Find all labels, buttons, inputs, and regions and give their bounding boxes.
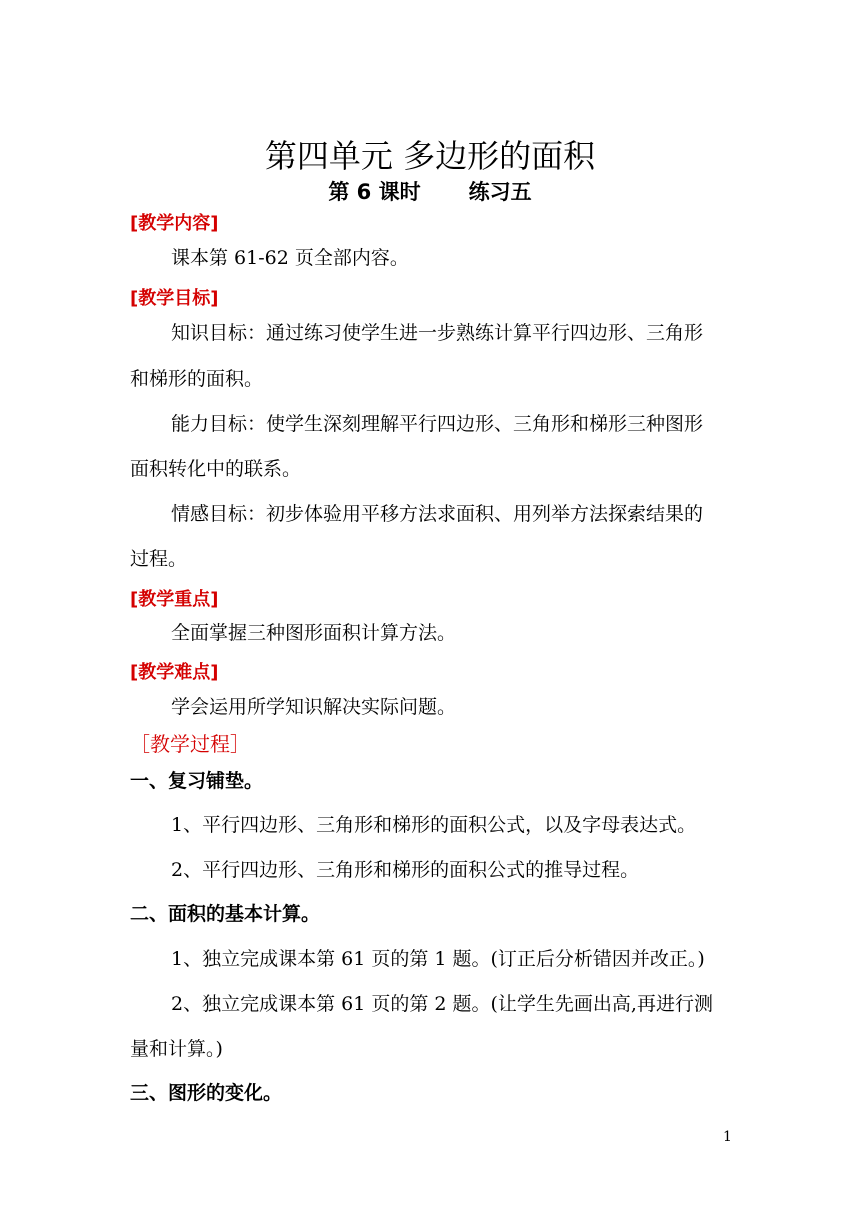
part1-item1: 1、平行四边形、三角形和梯形的面积公式，以及字母表达式。 (171, 814, 697, 836)
content-text: 课本第 61-62 页全部内容。 (171, 247, 409, 269)
key-heading: [教学重点] (130, 589, 219, 610)
objective-knowledge-line2: 和梯形的面积。 (130, 368, 264, 390)
objective-emotion-line2: 过程。 (130, 548, 188, 570)
content-heading: [教学内容] (130, 213, 219, 234)
part1-heading: 一、复习铺垫。 (130, 770, 264, 792)
document-title: 第四单元 多边形的面积 (264, 137, 596, 175)
page-number: 1 (723, 1129, 732, 1145)
lesson-number: 第 6 课时 (328, 180, 421, 204)
objective-ability-line1: 能力目标：使学生深刻理解平行四边形、三角形和梯形三种图形 (171, 413, 704, 435)
objectives-heading: [教学目标] (130, 288, 219, 309)
part2-item2-line1: 2、独立完成课本第 61 页的第 2 题。(让学生先画出高,再进行测 (171, 993, 713, 1015)
objective-emotion-line1: 情感目标：初步体验用平移方法求面积、用列举方法探索结果的 (171, 503, 704, 525)
part3-heading: 三、图形的变化。 (130, 1082, 283, 1104)
objective-knowledge-line1: 知识目标：通过练习使学生进一步熟练计算平行四边形、三角形 (171, 322, 704, 344)
part2-item2-line2: 量和计算。) (130, 1038, 223, 1060)
lesson-subtitle (0, 176, 860, 208)
lesson-name: 练习五 (468, 180, 532, 204)
part2-item1: 1、独立完成课本第 61 页的第 1 题。(订正后分析错因并改正。) (171, 948, 705, 970)
process-heading: ［教学过程］ (130, 732, 250, 756)
part2-heading: 二、面积的基本计算。 (130, 903, 321, 925)
part1-item2: 2、平行四边形、三角形和梯形的面积公式的推导过程。 (171, 859, 640, 881)
objective-ability-line2: 面积转化中的联系。 (130, 458, 302, 480)
difficulty-text: 学会运用所学知识解决实际问题。 (171, 696, 457, 718)
difficulty-heading: [教学难点] (130, 662, 219, 683)
key-text: 全面掌握三种图形面积计算方法。 (171, 622, 457, 644)
